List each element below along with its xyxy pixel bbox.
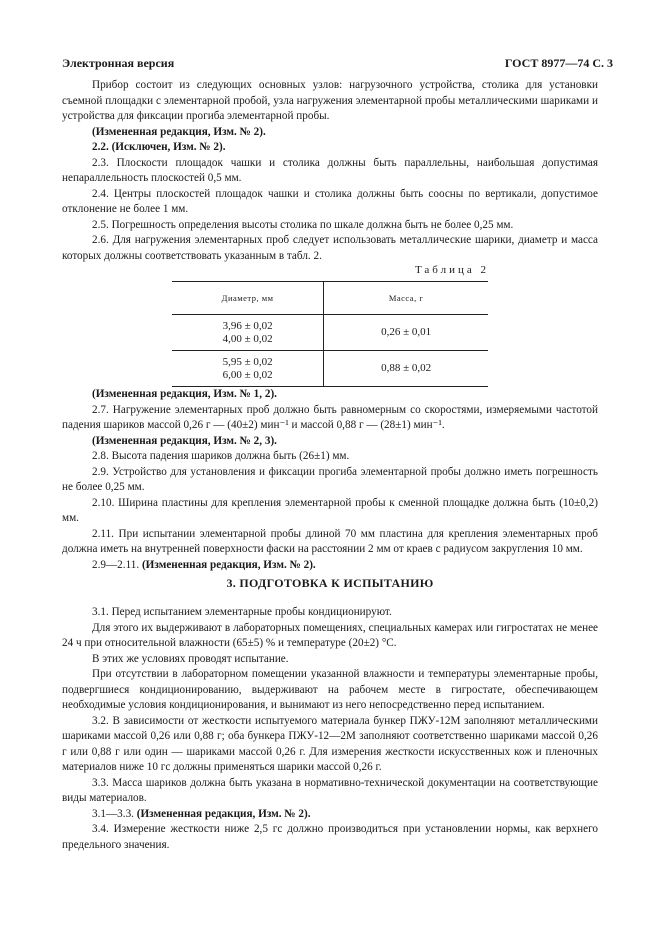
table-cell-diameter <box>172 351 324 387</box>
paragraph-2-4: 2.4. Центры плоскостей площадок чашки и столика должны быть соосны по вертикали, допустимое отклонение не более 1 мм. <box>62 187 598 215</box>
paragraph-2-2: 2.2. (Исключен, Изм. № 2). <box>92 141 226 153</box>
amendment-range: 2.9—2.11. <box>92 558 142 571</box>
amendment-label: (Измененная редакция, Изм. № 2). <box>136 807 311 820</box>
amendment-range: 3.1—3.3. <box>92 807 137 820</box>
paragraph-3-3: 3.3. Масса шариков должна быть указана в нормативно-технической документации на соответствующие виды материалов. <box>62 776 598 804</box>
paragraph-2-8: 2.8. Высота падения шариков должна быть (26±1) мм. <box>92 450 350 462</box>
paragraph-device-composition: Прибор состоит из следующих основных узлов: нагрузочного устройства, столика для установки съемной площадки с элементарной пробой, узла нагружения элементарной пробы металлическими шариками и устройства для фиксации прогиба элементарной пробы. <box>62 79 598 122</box>
table-header-diameter: Диаметр, мм <box>172 282 324 315</box>
header-edition-label: Электронная версия <box>62 56 175 70</box>
paragraph-3-1: 3.1. Перед испытанием элементарные пробы кондиционируют. <box>92 606 392 618</box>
table-cell-diameter <box>172 315 324 351</box>
table-cell-mass: 0,88 ± 0,02 <box>324 351 488 387</box>
table-caption: Таблица 2 <box>414 264 489 276</box>
paragraph-2-7: 2.7. Нагружение элементарных проб должно быть равномерным со скоростями, измеряемыми частотой падения шариков массой 0,26 г — (40±2) мин⁻¹ и массой 0,88 г — (28±1) мин⁻¹. <box>62 403 598 431</box>
paragraph-2-9: 2.9. Устройство для установления и фиксации прогиба элементарной пробы должно иметь погрешность не более 0,25 мм. <box>62 465 598 493</box>
amendment-range-note <box>62 807 598 823</box>
amendment-range-note <box>62 558 598 574</box>
table-2 <box>172 281 488 387</box>
paragraph-conditioning: Для этого их выдерживают в лабораторных помещениях, специальных камерах или гигростатах не менее 24 ч при относительной влажности (65±5) % и температуре (20±2) °С. <box>62 621 598 649</box>
paragraph-no-humidity: При отсутствии в лабораторном помещении указанной влажности и температуры элементарные пробы, подвергшиеся кондиционированию, выдерживают на рабочем месте в гигростате, обеспечивающем необходимые условия кондиционирования, и вынимают из него непосредственно перед испытанием. <box>62 668 598 711</box>
diameter-value: 5,95 ± 0,02 <box>222 355 273 368</box>
paragraph-2-10: 2.10. Ширина пластины для крепления элементарной пробы к сменной площадке должна быть (10±0,2) мм. <box>62 496 598 524</box>
amendment-note: (Измененная редакция, Изм. № 2). <box>92 125 266 138</box>
section-3-title: 3. ПОДГОТОВКА К ИСПЫТАНИЮ <box>226 576 434 590</box>
section-2-text-part1 <box>62 78 598 264</box>
diameter-value: 4,00 ± 0,02 <box>222 332 273 345</box>
amendment-note: (Измененная редакция, Изм. № 2, 3). <box>92 434 277 447</box>
diameter-value: 6,00 ± 0,02 <box>222 368 273 381</box>
table-row <box>172 315 488 351</box>
table-row <box>172 351 488 387</box>
paragraph-same-conditions: В этих же условиях проводят испытание. <box>92 652 289 665</box>
paragraph-2-3: 2.3. Плоскости площадок чашки и столика должны быть параллельны, наибольшая допустимая непараллельность плоскостей 0,5 мм. <box>62 156 598 184</box>
paragraph-3-2: 3.2. В зависимости от жесткости испытуемого материала бункер ПЖУ-12М заполняют металлическими шариками массой 0,26 или 0,88 г; оба бункера ПЖУ-12—2М заполняют соответственно шариками массой 0,26 г или 0,88 г или один — шариками массой 0,26 г. Для измерения жесткости искусственных кож и пленочных материалов ниже 10 гс должны применяться шарики массой 0,26 г. <box>62 714 598 773</box>
paragraph-2-6: 2.6. Для нагружения элементарных проб следует использовать металлические шарики, диаметр и масса которых должны соответствовать указанным в табл. 2. <box>62 234 598 262</box>
amendment-label: (Измененная редакция, Изм. № 2). <box>141 558 316 571</box>
paragraph-2-11: 2.11. При испытании элементарной пробы длиной 70 мм пластина для крепления элементарных проб должна иметь на внутренней поверхности фаски на расстоянии 2 мм от краев с радиусом закругления 10 мм. <box>62 527 598 555</box>
section-2-text-part2 <box>62 387 598 573</box>
diameter-value: 3,96 ± 0,02 <box>222 319 273 332</box>
table-cell-mass: 0,26 ± 0,01 <box>324 315 488 351</box>
amendment-note: (Измененная редакция, Изм. № 1, 2). <box>92 388 277 400</box>
table-header-mass: Масса, г <box>324 282 488 315</box>
section-3-text <box>62 605 598 853</box>
header-standard-page: ГОСТ 8977—74 С. 3 <box>504 56 613 70</box>
paragraph-2-5: 2.5. Погрешность определения высоты столика по шкале должна быть не более 0,25 мм. <box>92 218 514 231</box>
paragraph-3-4: 3.4. Измерение жесткости ниже 2,5 гс должно производиться при установлении нормы, как верхнего предельного значения. <box>62 823 598 851</box>
table-header-row <box>172 282 488 315</box>
